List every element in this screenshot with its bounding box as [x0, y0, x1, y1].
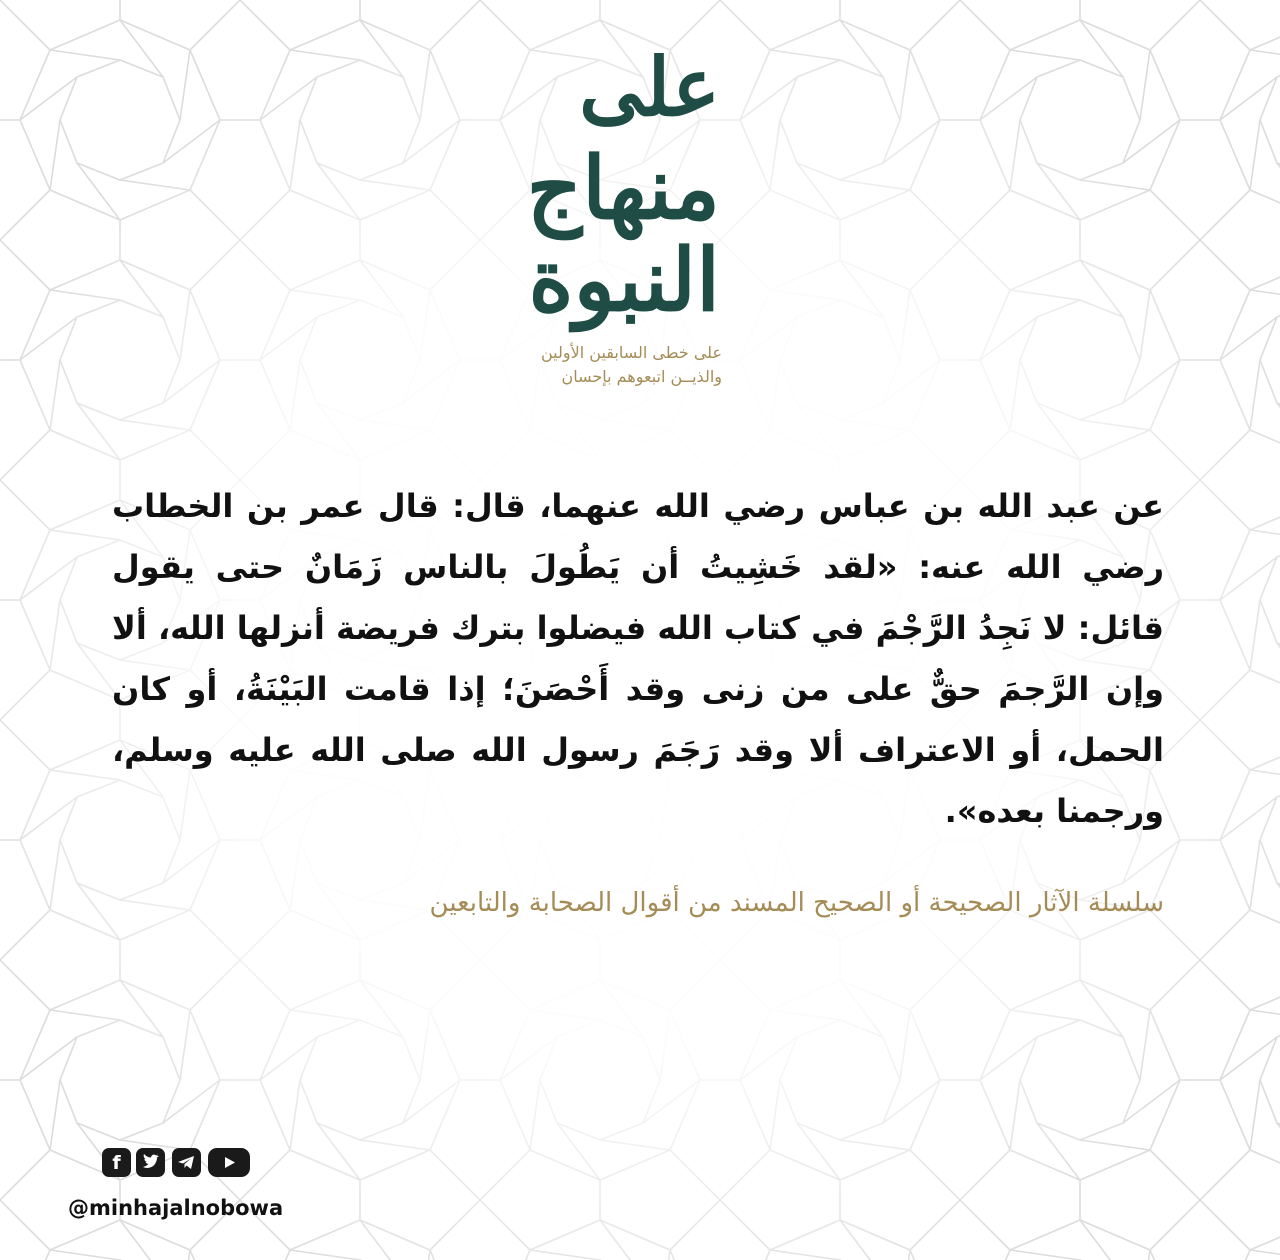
hadith-quote-text: عن عبد الله بن عباس رضي الله عنهما، قال: قال عمر بن الخطاب رضي الله عنه: «لقد خَشِيتُ أن يَطُولَ بالناس زَمَانٌ حتى يقول قائل: لا نَجِدُ الرَّجْمَ في كتاب الله فيضلوا بترك فريضة أنزلها الله، ألا وإن الرَّجمَ حقٌّ على من زنى وقد أَحْصَنَ؛ إذا قامت البَيْنَةُ، أو كان الحمل، أو الاعتراف ألا وقد رَجَمَ رسول الله صلى الله عليه وسلم، ورجمنا بعده». [112, 487, 1164, 830]
social-handle[interactable]: @minhajalnobowa [68, 1196, 284, 1220]
youtube-icon[interactable] [208, 1148, 250, 1177]
twitter-icon[interactable] [136, 1148, 165, 1177]
logo-tagline-line-1: على خطى السابقين الأولين [541, 343, 722, 362]
social-icons [100, 1146, 256, 1180]
logo-title-line-2: منهاج [526, 138, 720, 239]
logo-title-line-1: على [579, 40, 720, 134]
logo-title-line-3: النبوة [528, 230, 720, 331]
facebook-icon[interactable]: f [102, 1148, 131, 1177]
logo-tagline-line-2: والذيــن اتبعوهم بإحسان [561, 367, 722, 386]
brand-logo [490, 40, 730, 400]
series-title: سلسلة الآثار الصحيحة أو الصحيح المسند من أقوال الصحابة والتابعين [429, 888, 1164, 918]
telegram-icon[interactable] [172, 1148, 201, 1177]
